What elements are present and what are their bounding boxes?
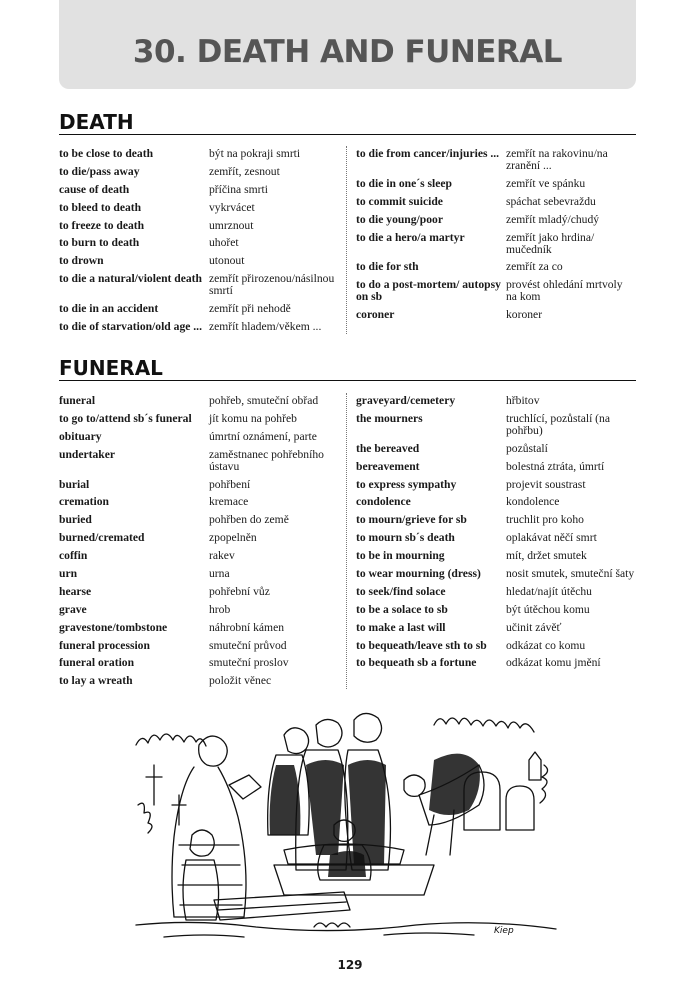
death-vocab-left	[59, 148, 337, 339]
vocab-en: the bereaved	[356, 441, 420, 455]
vocab-row	[59, 303, 337, 315]
funeral-cartoon-illustration	[134, 705, 560, 942]
vocab-cs: zemřít ve spánku	[506, 176, 586, 190]
vocab-row	[59, 675, 337, 687]
vocab-row	[356, 214, 636, 226]
vocab-cs: zemřít za co	[506, 260, 563, 274]
vocab-cs: kondolence	[506, 495, 560, 509]
vocab-en: cremation	[59, 495, 110, 509]
vocab-en: to bequeath sb a fortune	[356, 656, 477, 670]
vocab-en: grave	[59, 602, 87, 616]
page-number: 129	[337, 958, 363, 972]
vocab-cs: jít komu na pohřeb	[209, 411, 297, 425]
vocab-cs: odkázat co komu	[506, 638, 586, 652]
vocab-row	[59, 657, 337, 669]
vocab-cs: umrznout	[209, 218, 254, 232]
vocab-cs: zemřít mladý/chudý	[506, 212, 600, 226]
vocab-row	[59, 166, 337, 178]
vocab-en: undertaker	[59, 447, 116, 461]
vocab-row	[356, 640, 636, 652]
vocab-row	[356, 279, 636, 303]
vocab-row	[59, 449, 337, 473]
vocab-en: hearse	[59, 584, 92, 598]
vocab-en: funeral	[59, 394, 96, 407]
vocab-row	[356, 657, 636, 669]
vocab-en: to commit suicide	[356, 194, 443, 208]
vocab-cs: zemřít přirozenou/násilnou smrtí	[209, 272, 335, 298]
vocab-cs: smuteční průvod	[209, 638, 287, 652]
vocab-row	[59, 532, 337, 544]
vocab-cs: být na pokraji smrti	[209, 147, 301, 160]
vocab-cs: zemřít jako hrdina/ mučedník	[506, 230, 595, 256]
vocab-cs: zemřít, zesnout	[209, 164, 280, 178]
vocab-cs: hrob	[209, 602, 231, 616]
vocab-row	[356, 261, 636, 273]
vocab-row	[356, 532, 636, 544]
vocab-en: to freeze to death	[59, 218, 145, 232]
vocab-cs: spáchat sebevraždu	[506, 194, 596, 208]
vocab-en: to die from cancer/injuries ...	[356, 147, 500, 160]
vocab-en: burned/cremated	[59, 531, 145, 545]
vocab-row	[59, 413, 337, 425]
vocab-cs: příčina smrti	[209, 182, 268, 196]
vocab-row	[59, 496, 337, 508]
vocab-row	[356, 604, 636, 616]
death-vocab-right	[356, 148, 636, 327]
vocab-cs: truchlit pro koho	[506, 513, 584, 527]
vocab-en: coffin	[59, 549, 88, 563]
vocab-en: to die a hero/a martyr	[356, 230, 465, 244]
vocab-row	[59, 321, 337, 333]
vocab-row	[59, 148, 337, 160]
vocab-en: condolence	[356, 495, 411, 509]
vocab-row	[59, 431, 337, 443]
vocab-row	[59, 237, 337, 249]
vocab-row	[59, 255, 337, 267]
vocab-cs: zemřít při nehodě	[209, 302, 291, 316]
vocab-cs: mít, držet smutek	[506, 549, 587, 563]
vocab-cs: zaměstnanec pohřebního ústavu	[209, 447, 324, 473]
vocab-en: to wear mourning (dress)	[356, 567, 481, 581]
vocab-en: to seek/find solace	[356, 584, 446, 598]
funeral-vocab-left	[59, 395, 337, 693]
vocab-cs: uhořet	[209, 236, 239, 250]
vocab-row	[356, 479, 636, 491]
vocab-row	[59, 514, 337, 526]
vocab-row	[59, 273, 337, 297]
vocab-row	[356, 496, 636, 508]
vocab-en: to die young/poor	[356, 212, 443, 226]
column-divider	[346, 146, 347, 334]
vocab-cs: náhrobní kámen	[209, 620, 285, 634]
title-band	[59, 0, 636, 89]
vocab-en: to lay a wreath	[59, 674, 133, 688]
vocab-row	[356, 148, 636, 172]
vocab-row	[59, 479, 337, 491]
vocab-row	[59, 622, 337, 634]
vocab-cs: položit věnec	[209, 674, 272, 688]
vocab-en: to burn to death	[59, 236, 140, 250]
vocab-row	[59, 395, 337, 407]
vocab-cs: vykrvácet	[209, 200, 255, 214]
vocab-en: to die in one´s sleep	[356, 176, 452, 190]
vocab-row	[59, 604, 337, 616]
vocab-row	[356, 586, 636, 598]
vocab-en: to mourn sb´s death	[356, 531, 455, 545]
vocab-cs: hřbitov	[506, 394, 540, 407]
vocab-cs: smuteční proslov	[209, 656, 289, 670]
vocab-row	[356, 622, 636, 634]
vocab-cs: urna	[209, 567, 230, 581]
vocab-row	[59, 202, 337, 214]
vocab-row	[356, 413, 636, 437]
section-heading-funeral: FUNERAL	[59, 357, 636, 381]
vocab-row	[59, 586, 337, 598]
vocab-en: to die for sth	[356, 260, 419, 274]
vocab-en: to make a last will	[356, 620, 446, 634]
vocab-row	[356, 461, 636, 473]
vocab-en: to be in mourning	[356, 549, 445, 563]
vocab-cs: úmrtní oznámení, parte	[209, 429, 317, 443]
vocab-row	[356, 568, 636, 580]
vocab-en: funeral procession	[59, 638, 150, 652]
vocab-cs: projevit soustrast	[506, 477, 586, 491]
vocab-cs: nosit smutek, smuteční šaty	[506, 567, 635, 581]
vocab-en: urn	[59, 567, 78, 581]
funeral-vocab-right	[356, 395, 636, 675]
svg-text:Kiep: Kiep	[494, 926, 514, 936]
vocab-en: to die/pass away	[59, 164, 140, 178]
vocab-cs: pohřební vůz	[209, 584, 270, 598]
vocab-en: buried	[59, 513, 92, 527]
vocab-row	[356, 196, 636, 208]
vocab-row	[356, 443, 636, 455]
vocab-row	[356, 395, 636, 407]
vocab-en: the mourners	[356, 411, 423, 425]
vocab-cs: pozůstalí	[506, 441, 548, 455]
vocab-en: funeral oration	[59, 656, 135, 670]
vocab-cs: zpopelněn	[209, 531, 257, 545]
vocab-cs: pohřbení	[209, 477, 251, 491]
vocab-cs: hledat/najít útěchu	[506, 584, 592, 598]
vocab-row	[59, 220, 337, 232]
section-heading-death: DEATH	[59, 111, 636, 135]
vocab-cs: zemřít hladem/věkem ...	[209, 320, 322, 334]
vocab-row	[356, 232, 636, 256]
vocab-en: to be a solace to sb	[356, 602, 448, 616]
vocab-cs: oplakávat něčí smrt	[506, 531, 597, 545]
vocab-en: burial	[59, 477, 90, 491]
vocab-en: obituary	[59, 429, 102, 443]
vocab-cs: provést ohledání mrtvoly na kom	[506, 278, 623, 304]
vocab-cs: bolestná ztráta, úmrtí	[506, 459, 605, 473]
vocab-row	[356, 309, 636, 321]
vocab-row	[59, 550, 337, 562]
vocab-row	[356, 550, 636, 562]
column-divider	[346, 393, 347, 689]
vocab-cs: pohřben do země	[209, 513, 289, 527]
vocab-en: cause of death	[59, 182, 130, 196]
vocab-cs: pohřeb, smuteční obřad	[209, 394, 319, 407]
vocab-en: to be close to death	[59, 147, 154, 160]
vocab-row	[356, 514, 636, 526]
vocab-en: to express sympathy	[356, 477, 457, 491]
vocab-en: to die in an accident	[59, 302, 159, 316]
vocab-row	[59, 184, 337, 196]
vocab-en: to drown	[59, 254, 104, 268]
vocab-cs: utonout	[209, 254, 245, 268]
vocab-cs: zemřít na rakovinu/na zranění ...	[506, 147, 608, 172]
vocab-en: to mourn/grieve for sb	[356, 513, 467, 527]
vocab-en: to do a post-mortem/ autopsy on sb	[356, 278, 501, 304]
vocab-en: graveyard/cemetery	[356, 394, 456, 407]
vocab-cs: truchlící, pozůstalí (na pohřbu)	[506, 411, 610, 437]
vocab-cs: učinit závěť	[506, 620, 562, 634]
vocab-en: to bleed to death	[59, 200, 142, 214]
vocab-en: bereavement	[356, 459, 420, 473]
vocab-en: to die a natural/violent death	[59, 272, 202, 286]
vocab-en: to bequeath/leave sth to sb	[356, 638, 487, 652]
vocab-row	[59, 568, 337, 580]
page-title: 30. DEATH AND FUNERAL	[132, 34, 563, 70]
vocab-cs: odkázat komu jmění	[506, 656, 601, 670]
vocab-cs: kremace	[209, 495, 249, 509]
vocab-en: to go to/attend sb´s funeral	[59, 411, 192, 425]
vocab-en: gravestone/tombstone	[59, 620, 168, 634]
vocab-en: to die of starvation/old age ...	[59, 320, 202, 334]
vocab-cs: koroner	[506, 308, 543, 322]
vocab-cs: být útěchou komu	[506, 602, 590, 616]
vocab-row	[356, 178, 636, 190]
vocab-cs: rakev	[209, 549, 235, 563]
vocab-en: coroner	[356, 308, 395, 322]
vocab-row	[59, 640, 337, 652]
